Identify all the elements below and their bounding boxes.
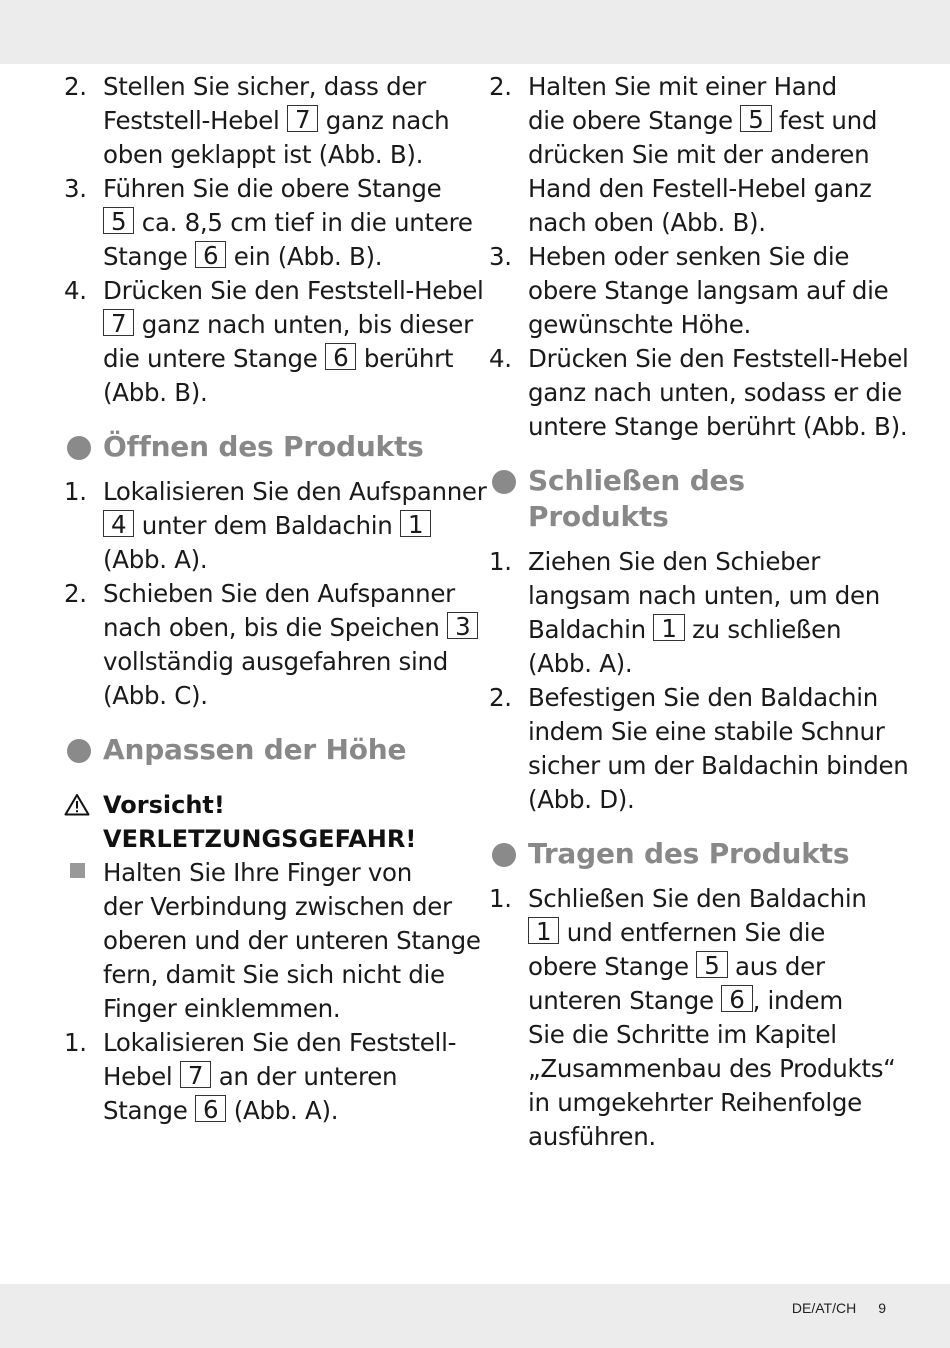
steps-assembly-continued xyxy=(64,70,484,410)
text-line xyxy=(489,916,889,950)
text-line xyxy=(489,1018,889,1052)
text-segment: aus der xyxy=(727,952,825,981)
part-number-box: 3 xyxy=(447,612,478,639)
text-line xyxy=(489,1052,896,1086)
text-line xyxy=(489,579,889,613)
text-segment: Baldachin xyxy=(528,615,654,644)
text-line xyxy=(64,1026,464,1060)
part-number-box: 7 xyxy=(180,1061,211,1088)
text-segment: langsam nach unten, um den xyxy=(528,581,881,610)
text-segment: zu schließen xyxy=(684,615,842,644)
section-heading-close: Schließen des Produkts xyxy=(489,463,889,535)
list-item xyxy=(64,1026,464,1128)
text-line xyxy=(489,1120,889,1154)
text-line xyxy=(64,240,464,274)
text-segment: Ziehen Sie den Schieber xyxy=(528,547,820,576)
list-item xyxy=(64,70,464,172)
text-segment: nach oben (Abb. B). xyxy=(528,208,766,237)
text-segment: die untere Stange xyxy=(103,344,326,373)
text-segment: Lokalisieren Sie den Feststell- xyxy=(103,1028,457,1057)
list-item xyxy=(64,475,487,577)
text-segment: „Zusammenbau des Produkts“ xyxy=(528,1054,896,1083)
section-heading-carry: Tragen des Produkts xyxy=(489,836,889,872)
text-segment: Befestigen Sie den Baldachin xyxy=(528,683,878,712)
part-number-box: 4 xyxy=(103,510,134,537)
text-line xyxy=(489,376,902,410)
text-segment: (Abb. C). xyxy=(103,681,208,710)
page-footer xyxy=(792,1300,886,1316)
text-segment: an der unteren xyxy=(211,1062,398,1091)
section-bullet-icon xyxy=(67,739,91,763)
section-bullet-icon xyxy=(492,843,516,867)
section-heading-open: Öffnen des Produkts xyxy=(64,429,464,465)
text-segment: berührt xyxy=(356,344,454,373)
text-line xyxy=(64,1060,464,1094)
text-segment: Stange xyxy=(103,1096,196,1125)
text-line xyxy=(64,577,464,611)
text-segment: (Abb. A). xyxy=(528,649,633,678)
step-number: 2. xyxy=(489,72,512,101)
text-line xyxy=(64,138,464,172)
list-item xyxy=(489,545,889,681)
part-number-box: 1 xyxy=(653,614,684,641)
text-line xyxy=(489,70,889,104)
text-line xyxy=(489,984,889,1018)
text-segment: Schließen Sie den Baldachin xyxy=(528,884,867,913)
list-item xyxy=(489,681,909,817)
text-segment: obere Stange xyxy=(528,952,697,981)
text-line xyxy=(489,647,889,681)
page-number: 9 xyxy=(878,1300,886,1316)
section-bullet-icon xyxy=(67,436,91,460)
text-segment: drücken Sie mit der anderen xyxy=(528,140,870,169)
text-line xyxy=(64,543,464,577)
text-segment: untere Stange berührt (Abb. B). xyxy=(528,412,908,441)
steps-adjust-height xyxy=(64,1026,464,1128)
text-segment: Schieben Sie den Aufspanner xyxy=(103,579,455,608)
text-segment: ganz nach unten, sodass er die xyxy=(528,378,902,407)
text-line xyxy=(64,1094,464,1128)
text-segment: Sie die Schritte im Kapitel xyxy=(528,1020,837,1049)
text-line xyxy=(64,70,464,104)
footer-band xyxy=(0,1284,950,1348)
text-segment: Stellen Sie sicher, dass der xyxy=(103,72,426,101)
text-line xyxy=(64,172,464,206)
text-line xyxy=(64,679,464,713)
section-bullet-icon xyxy=(492,470,516,494)
text-line xyxy=(489,749,909,783)
text-line xyxy=(489,545,889,579)
text-segment: Lokalisieren Sie den Aufspanner xyxy=(103,477,487,506)
list-item xyxy=(64,577,471,713)
right-column xyxy=(489,70,909,1154)
text-line xyxy=(64,104,464,138)
section-heading-height: Anpassen der Höhe xyxy=(64,732,464,768)
text-line xyxy=(489,681,889,715)
step-number: 2. xyxy=(489,683,512,712)
text-segment: obere Stange langsam auf die xyxy=(528,276,889,305)
text-line xyxy=(64,611,471,645)
text-line xyxy=(489,274,889,308)
steps-open xyxy=(64,475,487,713)
steps-close xyxy=(489,545,909,817)
part-number-box: 7 xyxy=(103,309,134,336)
header-band xyxy=(0,0,950,64)
part-number-box: 6 xyxy=(195,1095,226,1122)
text-line xyxy=(489,138,889,172)
text-segment: nach oben, bis die Speichen xyxy=(103,613,448,642)
text-segment: oben geklappt ist (Abb. B). xyxy=(103,140,424,169)
text-segment: in umgekehrter Reihenfolge xyxy=(528,1088,862,1117)
list-item xyxy=(489,882,896,1154)
text-segment: Stange xyxy=(103,242,196,271)
text-line xyxy=(489,172,889,206)
text-segment: ein (Abb. B). xyxy=(226,242,383,271)
text-segment: sicher um der Baldachin binden xyxy=(528,751,909,780)
list-item xyxy=(489,240,889,342)
text-segment: die obere Stange xyxy=(528,106,741,135)
text-segment: Hebel xyxy=(103,1062,180,1091)
warning-subtitle: VERLETZUNGSGEFAHR! xyxy=(103,825,417,853)
text-line xyxy=(64,206,473,240)
text-line xyxy=(489,240,889,274)
text-line xyxy=(489,104,889,138)
text-segment: unteren Stange xyxy=(528,986,722,1015)
text-segment: Führen Sie die obere Stange xyxy=(103,174,442,203)
text-line xyxy=(489,783,889,817)
text-line xyxy=(64,376,464,410)
list-item xyxy=(64,172,473,274)
steps-carry xyxy=(489,882,896,1154)
warning-title: Vorsicht! xyxy=(103,791,225,819)
part-number-box: 6 xyxy=(721,985,752,1012)
text-line xyxy=(489,613,889,647)
text-segment: ca. 8,5 cm tief in die untere xyxy=(134,208,473,237)
part-number-box: 7 xyxy=(287,105,318,132)
text-segment: ganz nach unten, bis dieser xyxy=(134,310,473,339)
text-line xyxy=(64,475,487,509)
text-segment: Drücken Sie den Feststell-Hebel xyxy=(528,344,909,373)
step-number: 2. xyxy=(64,579,87,608)
text-segment: Heben oder senken Sie die xyxy=(528,242,850,271)
footer-region: DE/AT/CH xyxy=(791,1300,857,1316)
warning-notice xyxy=(64,788,464,856)
text-segment: , indem xyxy=(752,986,843,1015)
step-number: 3. xyxy=(64,174,87,203)
text-segment: ganz nach xyxy=(318,106,450,135)
list-item xyxy=(489,70,889,240)
text-segment: vollständig ausgefahren sind xyxy=(103,647,448,676)
text-line xyxy=(489,342,909,376)
text-segment: Drücken Sie den Feststell-Hebel xyxy=(103,276,484,305)
step-number: 1. xyxy=(64,477,87,506)
step-number: 4. xyxy=(64,276,87,305)
part-number-box: 5 xyxy=(103,207,134,234)
steps-adjust-height-continued xyxy=(489,70,909,444)
step-number: 4. xyxy=(489,344,512,373)
text-line xyxy=(489,882,889,916)
warning-bullet: Halten Sie Ihre Finger von der Verbindung zwischen der oberen und der unteren Stange fern, damit Sie sich nicht die Finger einklemmen. xyxy=(64,856,464,1026)
text-line xyxy=(489,410,908,444)
text-line xyxy=(489,950,889,984)
text-segment: (Abb. D). xyxy=(528,785,635,814)
text-segment: ausführen. xyxy=(528,1122,656,1151)
list-item xyxy=(64,274,484,410)
text-segment: unter dem Baldachin xyxy=(134,511,400,540)
text-segment: Hand den Festell-Hebel ganz xyxy=(528,174,872,203)
text-line xyxy=(489,308,889,342)
text-segment: (Abb. A). xyxy=(226,1096,339,1125)
part-number-box: 5 xyxy=(740,105,771,132)
text-line xyxy=(64,274,484,308)
text-segment: (Abb. B). xyxy=(103,378,208,407)
text-segment: (Abb. A). xyxy=(103,545,208,574)
step-number: 1. xyxy=(489,884,512,913)
text-line xyxy=(64,509,464,543)
text-segment: fest und xyxy=(771,106,878,135)
warning-triangle-icon xyxy=(64,793,90,816)
part-number-box: 6 xyxy=(325,343,356,370)
text-line xyxy=(489,206,889,240)
part-number-box: 6 xyxy=(195,241,226,268)
part-number-box: 5 xyxy=(696,951,727,978)
text-line xyxy=(489,715,889,749)
step-number: 1. xyxy=(64,1028,87,1057)
text-line xyxy=(64,308,473,342)
text-segment: Halten Sie mit einer Hand xyxy=(528,72,837,101)
text-line xyxy=(64,342,464,376)
text-line xyxy=(64,645,464,679)
list-item xyxy=(489,342,909,444)
left-column xyxy=(64,70,487,1128)
step-number: 3. xyxy=(489,242,512,271)
part-number-box: 1 xyxy=(400,510,431,537)
text-segment: gewünschte Höhe. xyxy=(528,310,751,339)
text-segment: Feststell-Hebel xyxy=(103,106,288,135)
text-segment: indem Sie eine stabile Schnur xyxy=(528,717,885,746)
text-line xyxy=(489,1086,889,1120)
part-number-box: 1 xyxy=(528,917,559,944)
text-segment: und entfernen Sie die xyxy=(559,918,825,947)
step-number: 1. xyxy=(489,547,512,576)
step-number: 2. xyxy=(64,72,87,101)
square-bullet-icon xyxy=(70,863,85,878)
